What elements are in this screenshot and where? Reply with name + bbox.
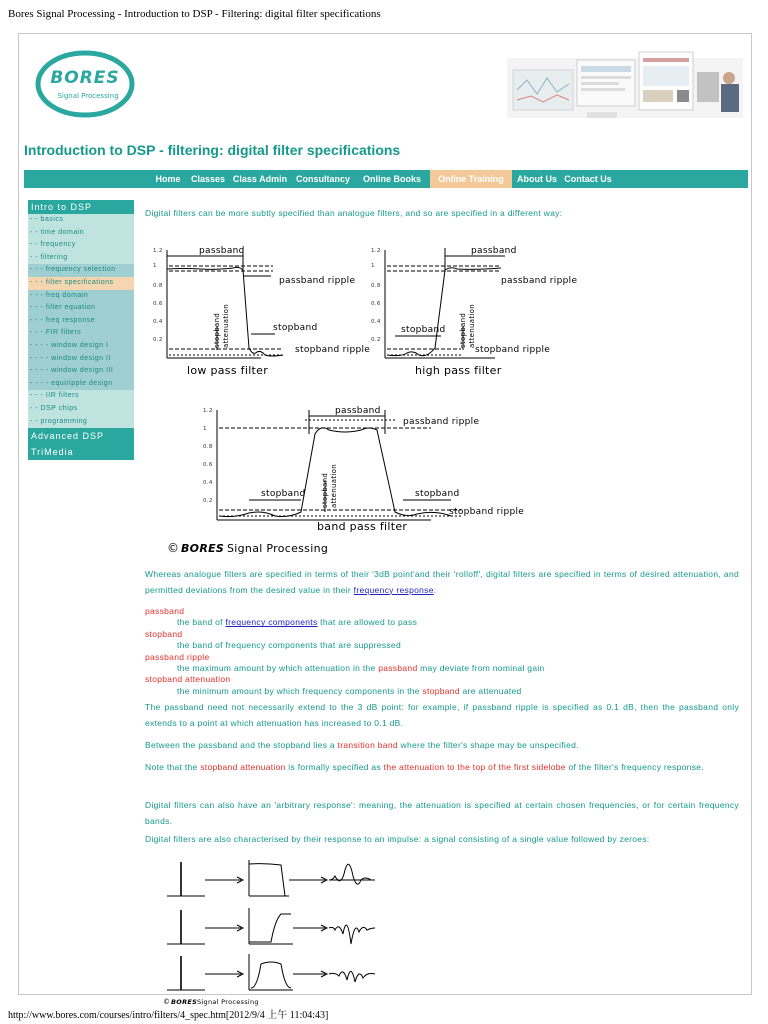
paragraph-passband-3db: The passband need not necessarily extend to the 3 dB point: for example, if passband ripple is specified as 0.1 dB, then the passband only extends to a point at which attenuation has increased to 0.1 dB. — [145, 702, 739, 728]
print-footer-url: http://www.bores.com/courses/intro/filters/4_spec.htm[2012/9/4 上午 11:04:43] — [8, 1010, 329, 1021]
print-header: Bores Signal Processing - Introduction to DSP - Filtering: digital filter specifications — [8, 8, 381, 20]
def-term-passband-ripple: passband ripple — [145, 651, 210, 662]
para4-text: Note that the — [145, 762, 201, 772]
sidebar-item-iir-filters[interactable]: - - - IIR filters — [30, 392, 79, 400]
sidebar-item-programming[interactable]: - - programming — [30, 417, 88, 425]
lowpass-stopband-ripple-label: stopband ripple — [295, 345, 371, 355]
impulse-copyright-rest: Signal Processing — [197, 998, 259, 1006]
para1-end: : — [433, 584, 437, 595]
nav-classes-link[interactable]: Classes — [190, 174, 226, 184]
lowpass-tick-label: 0.8 — [153, 283, 163, 289]
para4-text: of the filter's frequency response. — [565, 762, 704, 772]
lowpass-attenuation-label-1: stopband — [213, 312, 221, 348]
banner-collage-image — [507, 50, 743, 130]
page-title: Introduction to DSP - filtering: digital filter specifications — [24, 142, 401, 158]
bandpass-attenuation-label-1: stopband — [321, 472, 329, 508]
sidebar-item-equiripple-design[interactable]: - - - - equiripple design — [30, 379, 113, 387]
bores-copyright-mark — [167, 541, 328, 555]
sidebar-head-advanced-dsp[interactable]: Advanced DSP — [28, 428, 134, 444]
copyright-symbol: © — [167, 541, 180, 555]
lowpass-caption: low pass filter — [187, 364, 269, 377]
bandpass-tick-label: 1.2 — [203, 408, 213, 414]
page-frame — [18, 33, 752, 1006]
def-desc-text: that are allowed to pass — [317, 617, 418, 628]
bores-logo[interactable] — [33, 48, 137, 120]
bandpass-tick-label: 1 — [203, 426, 207, 432]
highpass-tick-label: 0.4 — [371, 319, 381, 325]
logo-sub: Signal Processing — [57, 92, 119, 100]
highpass-passband-label: passband — [471, 246, 517, 256]
copyright-rest: Signal Processing — [227, 542, 329, 555]
nav-class-admin-link[interactable]: Class Admin — [232, 174, 288, 184]
para3-text: Between the passband and the stopband lies a — [145, 740, 338, 750]
frequency-components-link[interactable]: frequency components — [225, 617, 318, 628]
sidebar-group-filtering — [28, 264, 134, 390]
impulse-copyright-bores: BORES — [171, 998, 198, 1006]
sidebar-item-fir-filters[interactable]: - - - FIR filters — [30, 329, 82, 337]
sidebar-head-intro-to-dsp[interactable]: Intro to DSP — [28, 200, 134, 214]
bandpass-stopband-right-label: stopband — [415, 489, 460, 499]
paragraph-impulse-response: Digital filters are also characterised by their response to an impulse: a signal consisting of a single value followed by zeroes: — [145, 834, 650, 844]
lowpass-tick-label: 0.4 — [153, 319, 163, 325]
highpass-tick-label: 0.8 — [371, 283, 381, 289]
def-desc-text: may deviate from nominal gain — [417, 663, 545, 674]
def-desc-passband-ripple — [145, 663, 739, 674]
highpass-caption: high pass filter — [415, 364, 502, 377]
lowpass-ripple-label: passband ripple — [279, 276, 356, 286]
bandpass-tick-label: 0.6 — [203, 462, 213, 468]
lowpass-stopband-label: stopband — [273, 323, 318, 333]
lowpass-tick-label: 1 — [153, 263, 157, 269]
sidebar-item-filter-specifications[interactable]: - - - filter specifications — [28, 277, 134, 290]
sidebar-item-basics[interactable]: - - basics — [30, 216, 64, 223]
bandpass-tick-label: 0.8 — [203, 444, 213, 450]
nav-consultancy-link[interactable]: Consultancy — [295, 174, 350, 184]
impulse-response-diagram — [145, 856, 385, 1008]
def-desc-text: the minimum amount by which frequency components in the — [177, 685, 423, 696]
bandpass-attenuation-label-2: attenuation — [330, 464, 338, 508]
bandpass-tick-label: 0.2 — [203, 498, 213, 504]
sidebar-group-more — [28, 390, 134, 428]
bandpass-ripple-label: passband ripple — [403, 417, 480, 427]
lowpass-attenuation-label-2: attenuation — [222, 304, 230, 348]
impulse-copyright-symbol: © — [163, 998, 171, 1006]
sidebar-item-freq-response[interactable]: - - - freq response — [30, 316, 96, 324]
sidebar-item-freq-domain[interactable]: - - - freq domain — [30, 291, 89, 299]
frequency-response-link[interactable]: frequency response — [353, 584, 434, 595]
highpass-ripple-label: passband ripple — [501, 276, 578, 286]
def-desc-text: are attenuated — [459, 685, 522, 696]
lowpass-tick-label: 1.2 — [153, 248, 163, 254]
para4-red: stopband attenuation — [200, 762, 286, 772]
sidebar — [28, 200, 134, 460]
nav-online-books-link[interactable]: Online Books — [362, 174, 421, 184]
highpass-stopband-ripple-label: stopband ripple — [475, 345, 551, 355]
para4-red: the attenuation to the top of the first sidelobe — [383, 762, 566, 772]
bandpass-tick-label: 0.4 — [203, 480, 213, 486]
nav-about-us-link[interactable]: About Us — [517, 174, 557, 184]
def-desc-stopband: the band of frequency components that are suppressed — [177, 640, 401, 651]
sidebar-item-frequency[interactable]: - - frequency — [30, 241, 76, 249]
highpass-tick-label: 1.2 — [371, 248, 381, 254]
sidebar-item-filter-equation[interactable]: - - - filter equation — [30, 304, 96, 312]
nav-online-training-link[interactable]: Online Training — [430, 170, 512, 188]
bandpass-passband-label: passband — [335, 406, 381, 416]
paragraph-arbitrary-response: Digital filters can also have an 'arbitrary response': meaning, the attenuation is specified at certain chosen frequencies, or for certain frequency bands. — [145, 800, 739, 826]
sidebar-item-filtering[interactable]: - - filtering — [30, 253, 68, 261]
lowpass-tick-label: 0.2 — [153, 337, 163, 343]
highpass-tick-label: 0.2 — [371, 337, 381, 343]
paragraph-stopband-note — [145, 760, 739, 776]
intro-paragraph: Digital filters can be more subtly specified than analogue filters, and so are specified in a different way: — [145, 208, 563, 218]
bandpass-stopband-ripple-label: stopband ripple — [449, 507, 525, 517]
highpass-attenuation-label-2: attenuation — [468, 304, 476, 348]
lowpass-passband-label: passband — [199, 246, 245, 256]
def-desc-text: the maximum amount by which attenuation in the — [177, 663, 379, 674]
para1-text: Whereas analogue filters are specified in terms of their '3dB point'and their 'rolloff', digital filters are specified in terms of desired attenuation, and permitted deviations from the desired value in their — [145, 569, 739, 595]
definition-list — [145, 606, 739, 697]
bandpass-stopband-left-label: stopband — [261, 489, 306, 499]
nav-contact-us-link[interactable]: Contact Us — [564, 174, 612, 184]
paragraph-transition-band — [145, 738, 739, 754]
top-navigation-bar — [24, 170, 748, 188]
logo-word: BORES — [50, 68, 120, 88]
sidebar-item-window-design-3[interactable]: - - - - window design III — [30, 367, 114, 375]
sidebar-head-trimedia[interactable]: TriMedia — [28, 444, 134, 460]
def-desc-red: passband — [378, 663, 418, 674]
para4-text: is formally specified as — [285, 762, 384, 772]
sidebar-item-window-design-2[interactable]: - - - - window design II — [30, 354, 111, 362]
def-desc-passband — [145, 617, 739, 628]
lowpass-tick-label: 0.6 — [153, 301, 163, 307]
sidebar-item-frequency-selection[interactable]: - - - frequency selection — [30, 266, 116, 274]
para3-red: transition band — [337, 740, 398, 750]
sidebar-item-dsp-chips[interactable]: - - DSP chips — [30, 404, 78, 412]
para3-text: where the filter's shape may be unspecified. — [397, 740, 579, 750]
copyright-bores-word: BORES — [181, 542, 225, 555]
def-term-passband: passband — [145, 606, 185, 616]
def-desc-red: stopband — [422, 685, 460, 696]
sidebar-item-time-domain[interactable]: - - time domain — [30, 228, 85, 236]
def-term-stopband: stopband — [145, 628, 183, 639]
filter-specification-diagram — [145, 224, 578, 564]
def-term-stopband-attenuation: stopband attenuation — [145, 674, 231, 685]
sidebar-item-window-design-1[interactable]: - - - - window design I — [30, 341, 109, 349]
highpass-tick-label: 0.6 — [371, 301, 381, 307]
nav-home-link[interactable]: Home — [155, 174, 181, 184]
highpass-attenuation-label-1: stopband — [459, 312, 467, 348]
def-desc-stopband-attenuation — [145, 686, 739, 697]
bandpass-caption: band pass filter — [317, 520, 408, 533]
highpass-tick-label: 1 — [371, 263, 375, 269]
paragraph-specification — [145, 567, 739, 598]
def-desc-text: the band of — [177, 617, 226, 628]
highpass-stopband-label: stopband — [401, 325, 446, 335]
sidebar-group-intro — [28, 214, 134, 264]
